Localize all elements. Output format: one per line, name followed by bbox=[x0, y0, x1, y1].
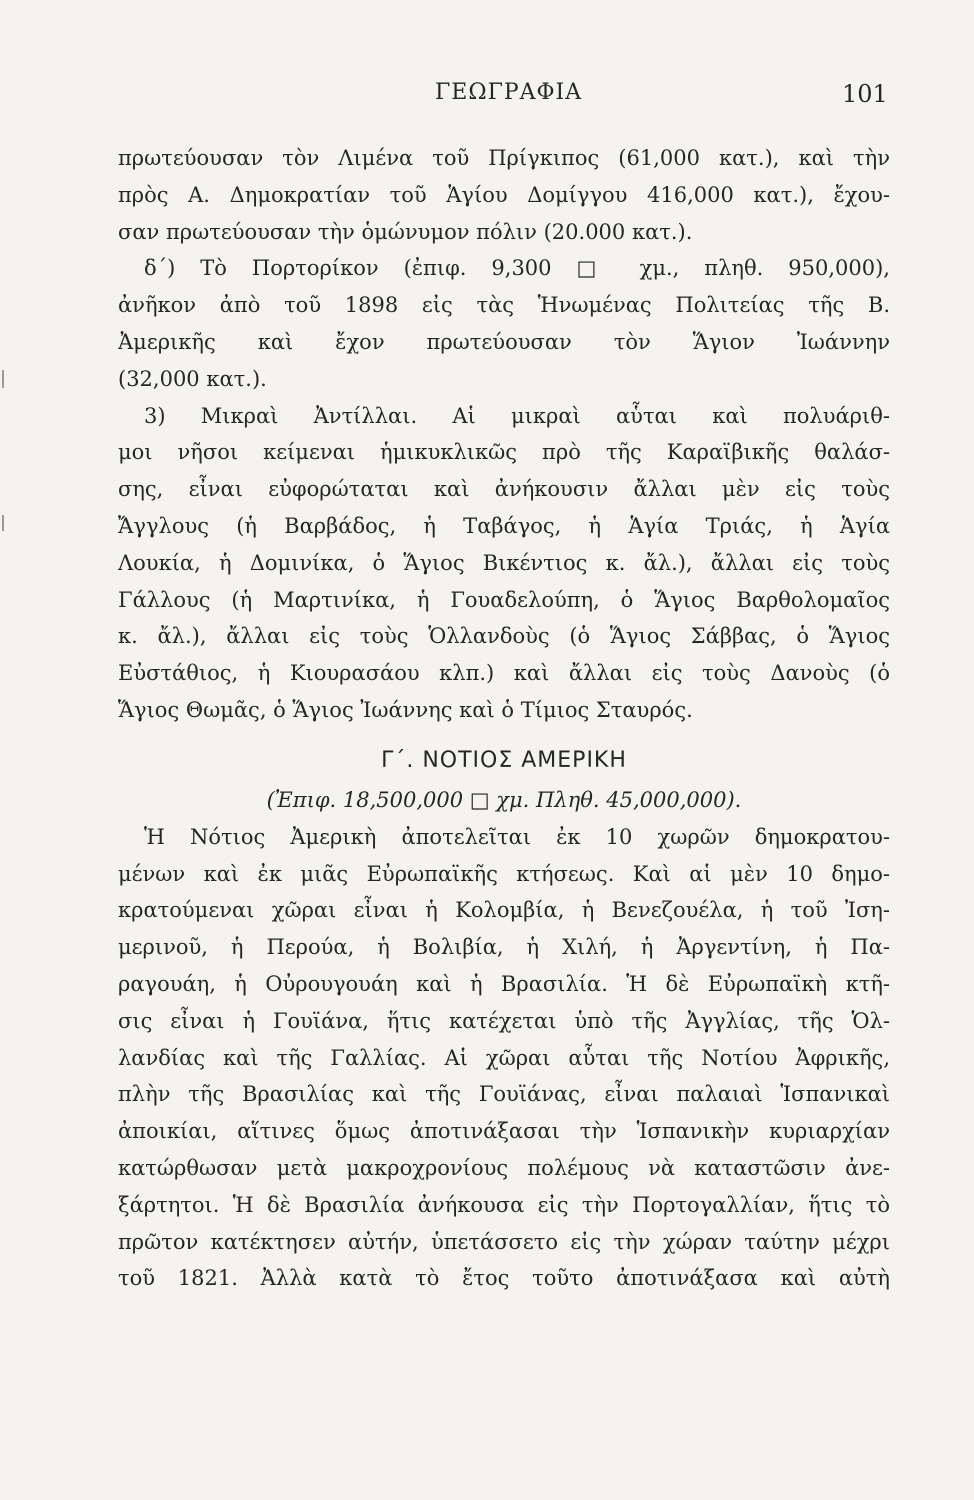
text-line: Ἀμερικῆς καὶ ἔχον πρωτεύουσαν τὸν Ἅγιον Ἰωάννην bbox=[118, 329, 890, 354]
text-line: πλὴν τῆς Βρασιλίας καὶ τῆς Γουϊάνας, εἶναι παλαιαὶ Ἱσπανικαὶ bbox=[118, 1082, 890, 1107]
text-line: μερινοῦ, ἡ Περούα, ἡ Βολιβία, ἡ Χιλή, ἡ Ἀργεντίνη, ἡ Πα- bbox=[118, 935, 890, 960]
text-line: ἀποικίαι, αἵτινες ὅμως ἀποτινάξασαι τὴν Ἱσπανικὴν κυριαρχίαν bbox=[118, 1119, 890, 1144]
text-line: λανδίας καὶ τῆς Γαλλίας. Αἱ χῶραι αὗται τῆς Νοτίου Ἀφρικῆς, bbox=[118, 1045, 890, 1070]
text-line: 3) Μικραὶ Ἀντίλλαι. Αἱ μικραὶ αὗται καὶ πολυάριθ- bbox=[144, 403, 890, 428]
text-line: ραγουάη, ἡ Οὐρουγουάη καὶ ἡ Βρασιλία. Ἡ δὲ Εὐρωπαϊκὴ κτῆ- bbox=[118, 971, 890, 996]
text-line: ξάρτητοι. Ἡ δὲ Βρασιλία ἀνήκουσα εἰς τὴν Πορτογαλλίαν, ἥτις τὸ bbox=[118, 1192, 890, 1217]
text-line: κ. ἄλ.), ἄλλαι εἰς τοὺς Ὁλλανδοὺς (ὁ Ἅγιος Σάββας, ὁ Ἅγιος bbox=[118, 624, 890, 649]
section-heading: Γ΄. ΝΟΤΙΟΣ ΑΜΕΡΙΚΗ bbox=[381, 747, 627, 773]
text-line: μοι νῆσοι κείμεναι ἡμικυκλικῶς πρὸ τῆς Καραϊβικῆς θαλάσ- bbox=[118, 440, 890, 465]
text-line: πρὸς Α. Δημοκρατίαν τοῦ Ἁγίου Δομίγγου 416,000 κατ.), ἔχου- bbox=[118, 182, 890, 207]
text-line: δ΄) Τὸ Πορτορίκον (ἐπιφ. 9,300 □ χμ., πληθ. 950,000), bbox=[144, 256, 890, 281]
text-line: πρωτεύουσαν τὸν Λιμένα τοῦ Πρίγκιπος (61,000 κατ.), καὶ τὴν bbox=[118, 146, 890, 170]
text-line: (32,000 κατ.). bbox=[118, 366, 267, 391]
margin-mark bbox=[2, 370, 4, 388]
text-line: μένων καὶ ἐκ μιᾶς Εὐρωπαϊκῆς κτήσεως. Καὶ αἱ μὲν 10 δημο- bbox=[118, 861, 890, 886]
paragraph bbox=[118, 250, 890, 397]
text-line: Ἅγιος Θωμᾶς, ὁ Ἅγιος Ἰωάννης καὶ ὁ Τίμιος Σταυρός. bbox=[118, 697, 693, 722]
text-line: Λουκία, ἡ Δομινίκα, ὁ Ἅγιος Βικέντιος κ. ἄλ.), ἄλλαι εἰς τοὺς bbox=[118, 550, 890, 575]
paragraph bbox=[118, 140, 890, 250]
text-line: Ἡ Νότιος Ἀμερικὴ ἀποτελεῖται ἐκ 10 χωρῶν δημοκρατου- bbox=[144, 824, 890, 849]
body-text bbox=[118, 140, 890, 1297]
text-line: πρῶτον κατέκτησεν αὐτήν, ὑπετάσσετο εἰς τὴν χώραν ταύτην μέχρι bbox=[118, 1229, 890, 1254]
section-subheading: (Ἐπιφ. 18,500,000 □ χμ. Πληθ. 45,000,000). bbox=[266, 787, 742, 812]
text-line: Ἄγγλους (ἡ Βαρβάδος, ἡ Ταβάγος, ἡ Ἁγία Τριάς, ἡ Ἁγία bbox=[118, 513, 890, 538]
text-line: σις εἶναι ἡ Γουϊάνα, ἥτις κατέχεται ὑπὸ τῆς Ἀγγλίας, τῆς Ὁλ- bbox=[118, 1008, 890, 1033]
text-line: τοῦ 1821. Ἀλλὰ κατὰ τὸ ἔτος τοῦτο ἀποτινάξασα καὶ αὐτὴ bbox=[118, 1266, 890, 1291]
paragraph bbox=[118, 398, 890, 729]
margin-mark bbox=[2, 515, 4, 531]
page-number: 101 bbox=[842, 80, 888, 108]
paragraph bbox=[118, 819, 890, 1297]
text-line: κρατούμεναι χῶραι εἶναι ἡ Κολομβία, ἡ Βενεζουέλα, ἡ τοῦ Ἰση- bbox=[118, 898, 890, 923]
text-line: Εὐστάθιος, ἡ Κιουρασάου κλπ.) καὶ ἄλλαι εἰς τοὺς Δανοὺς (ὁ bbox=[118, 661, 890, 686]
text-line: σαν πρωτεύουσαν τὴν ὁμώνυμον πόλιν (20.000 κατ.). bbox=[118, 219, 693, 244]
text-line: κατώρθωσαν μετὰ μακροχρονίους πολέμους νὰ καταστῶσιν ἀνε- bbox=[118, 1155, 890, 1180]
running-title: ΓΕΩΓΡΑΦΙΑ bbox=[435, 80, 583, 105]
text-line: σης, εἶναι εὐφορώταται καὶ ἀνήκουσιν ἄλλαι μὲν εἰς τοὺς bbox=[118, 477, 890, 502]
text-line: Γάλλους (ἡ Μαρτινίκα, ἡ Γουαδελούπη, ὁ Ἅγιος Βαρθολομαῖος bbox=[118, 587, 890, 612]
text-line: ἀνῆκον ἀπὸ τοῦ 1898 εἰς τὰς Ἡνωμένας Πολιτείας τῆς Β. bbox=[118, 293, 890, 318]
